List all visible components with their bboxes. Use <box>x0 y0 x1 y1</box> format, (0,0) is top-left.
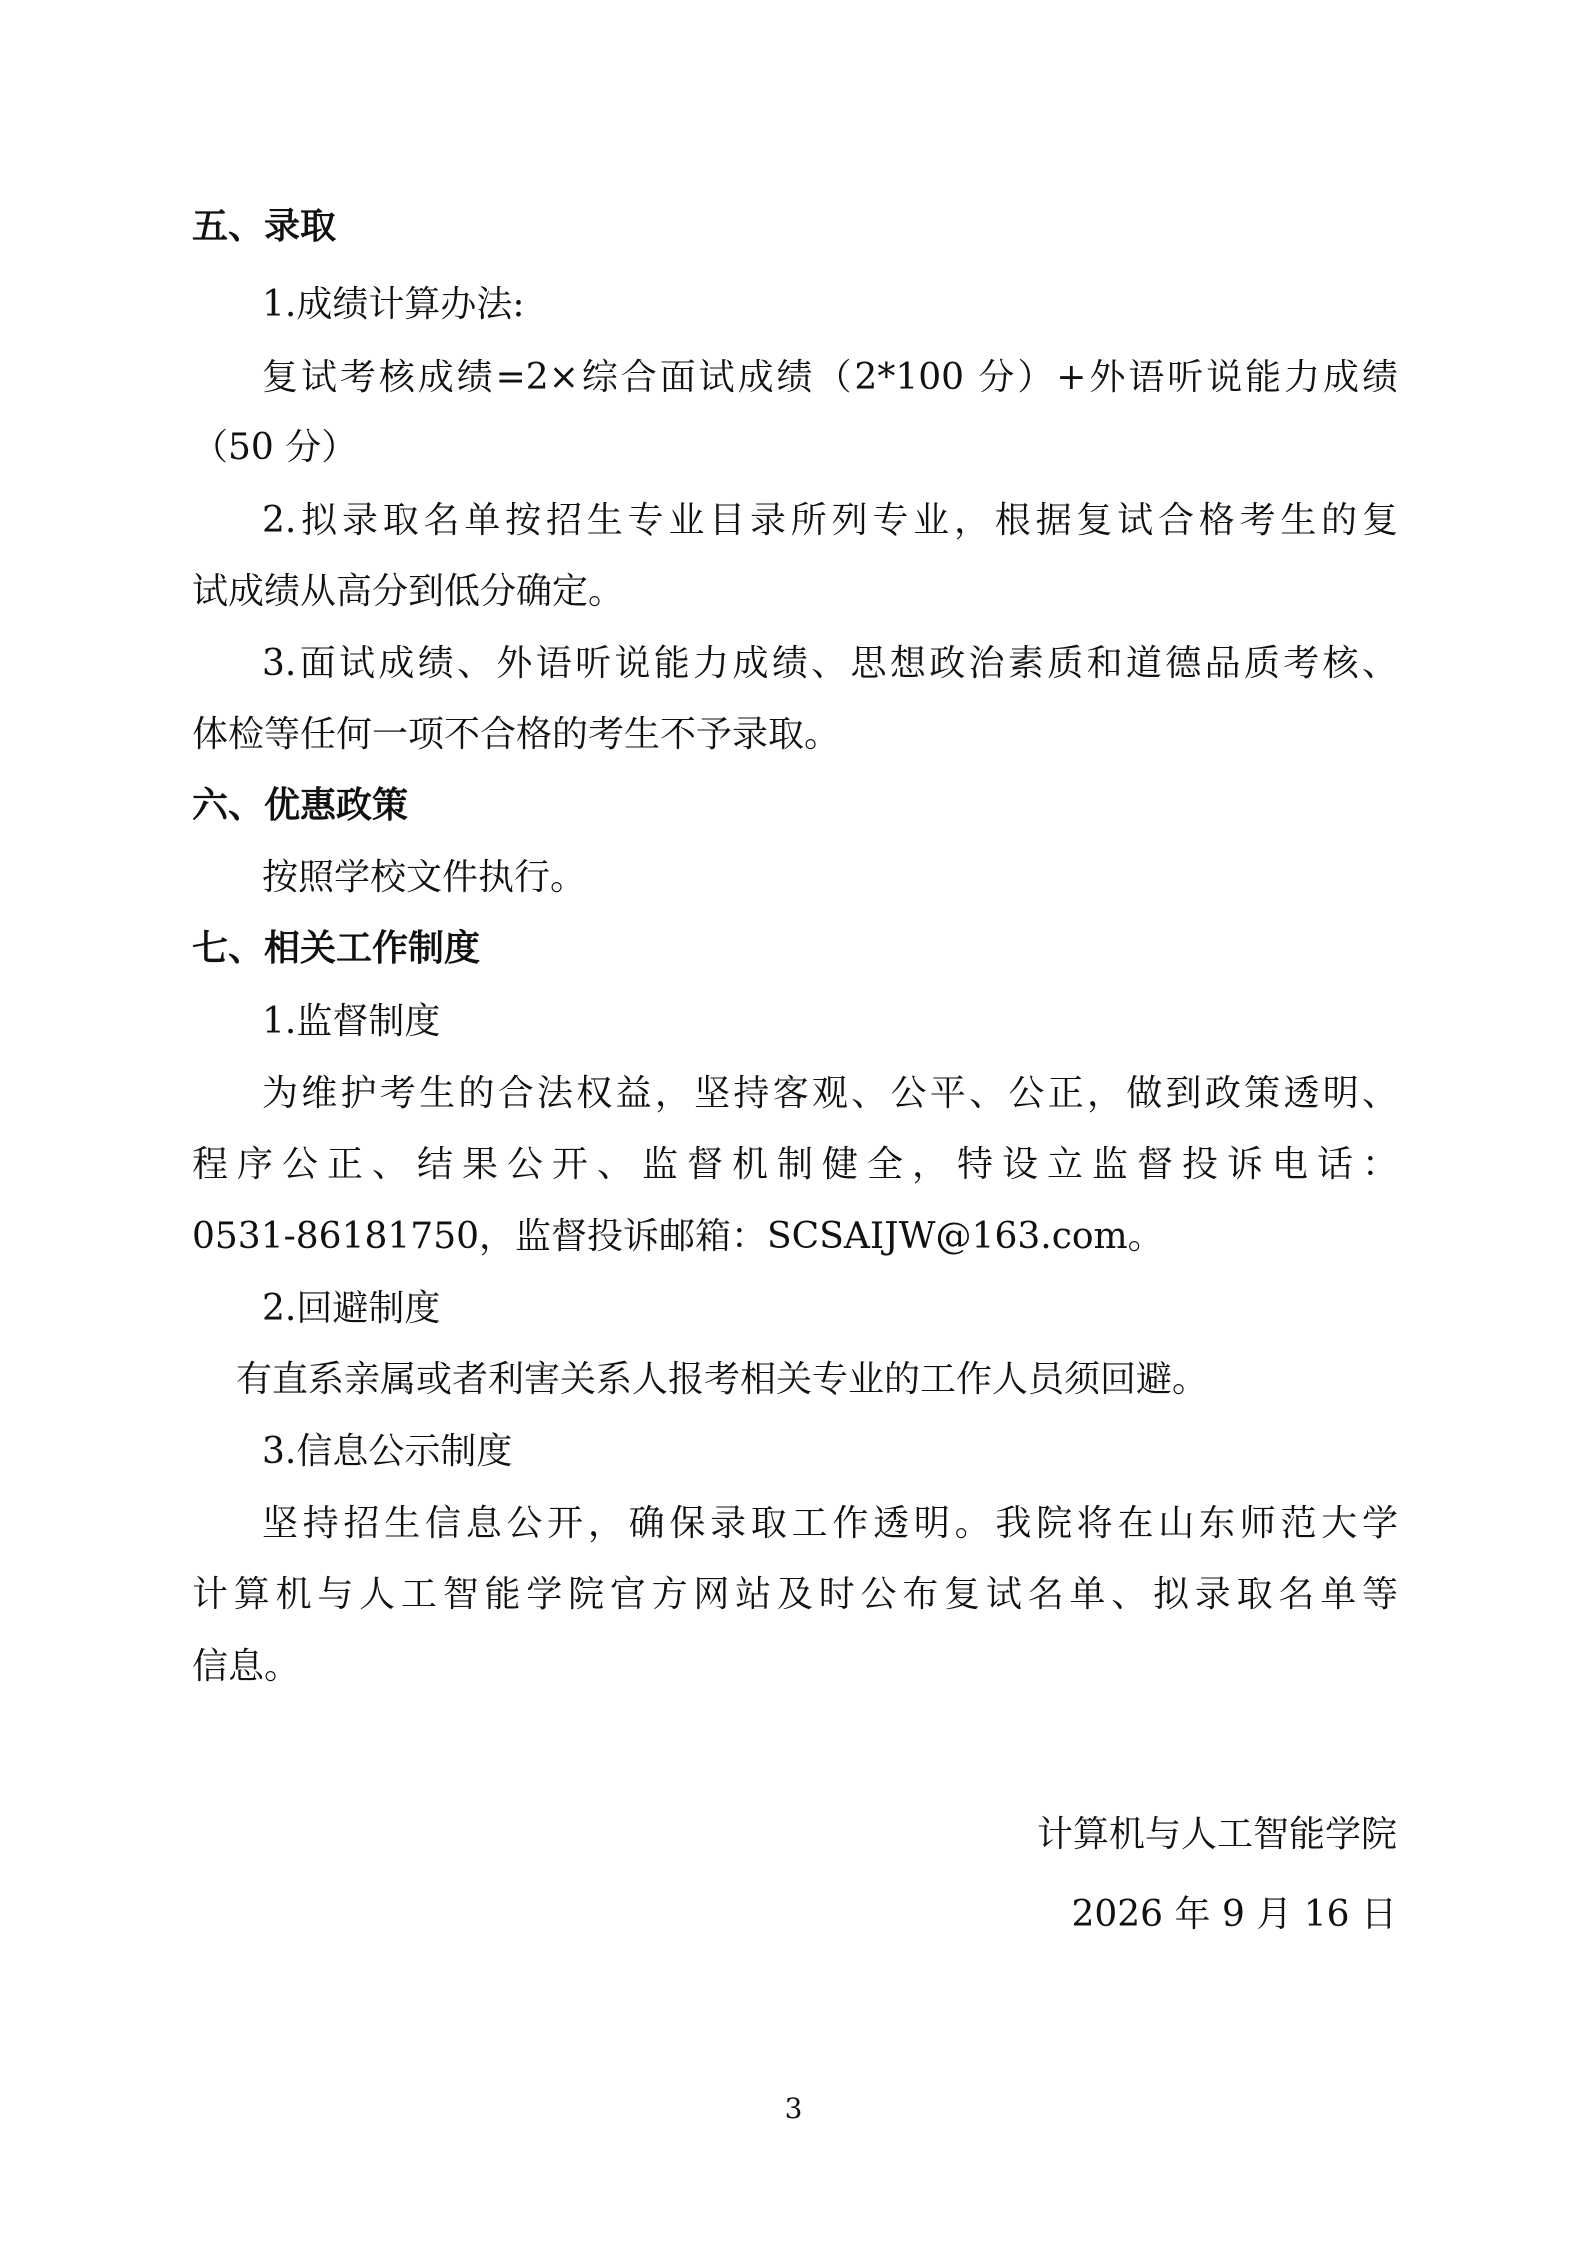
section-6-heading: 六、优惠政策 <box>192 784 409 826</box>
section-7-item-3: 3.信息公示制度 <box>262 1431 513 1472</box>
section-5-item-3-line-2: 体检等任何一项不合格的考生不予录取。 <box>192 714 841 755</box>
section-7-item-2-text: 有直系亲属或者利害关系人报考相关专业的工作人员须回避。 <box>236 1359 1209 1400</box>
section-5-heading: 五、录取 <box>192 205 337 247</box>
page-number: 3 <box>784 2092 803 2125</box>
section-7-heading: 七、相关工作制度 <box>192 927 481 969</box>
section-7-item-3-line-2: 计算机与人工智能学院官方网站及时公布复试名单、拟录取名单等 <box>192 1574 1398 1615</box>
section-7-item-1-line-1: 为维护考生的合法权益，坚持客观、公平、公正，做到政策透明、 <box>262 1073 1398 1114</box>
section-7-item-1: 1.监督制度 <box>262 1001 441 1042</box>
section-5-item-1: 1.成绩计算办法: <box>262 284 525 325</box>
section-6-text: 按照学校文件执行。 <box>262 857 587 898</box>
section-7-item-3-line-1: 坚持招生信息公开，确保录取工作透明。我院将在山东师范大学 <box>262 1503 1398 1544</box>
signature-org: 计算机与人工智能学院 <box>1036 1814 1397 1855</box>
section-5-item-3-line-1: 3.面试成绩、外语听说能力成绩、思想政治素质和道德品质考核、 <box>262 643 1398 684</box>
section-5-item-2-line-1: 2.拟录取名单按招生专业目录所列专业，根据复试合格考生的复 <box>262 500 1398 541</box>
section-7-item-1-line-2: 程序公正、结果公开、监督机制健全，特设立监督投诉电话： <box>192 1144 1398 1185</box>
section-7-item-2: 2.回避制度 <box>262 1288 441 1329</box>
section-7-item-3-line-3: 信息。 <box>192 1646 301 1687</box>
score-formula-line-2: （50 分） <box>192 427 358 468</box>
score-formula-line-1: 复试考核成绩=2×综合面试成绩（2*100 分）+外语听说能力成绩 <box>262 357 1398 398</box>
section-5-item-2-line-2: 试成绩从高分到低分确定。 <box>192 571 625 612</box>
signature-date: 2026 年 9 月 16 日 <box>1071 1894 1397 1935</box>
section-7-item-1-line-3: 0531-86181750，监督投诉邮箱：SCSAIJW@163.com。 <box>192 1216 1164 1257</box>
